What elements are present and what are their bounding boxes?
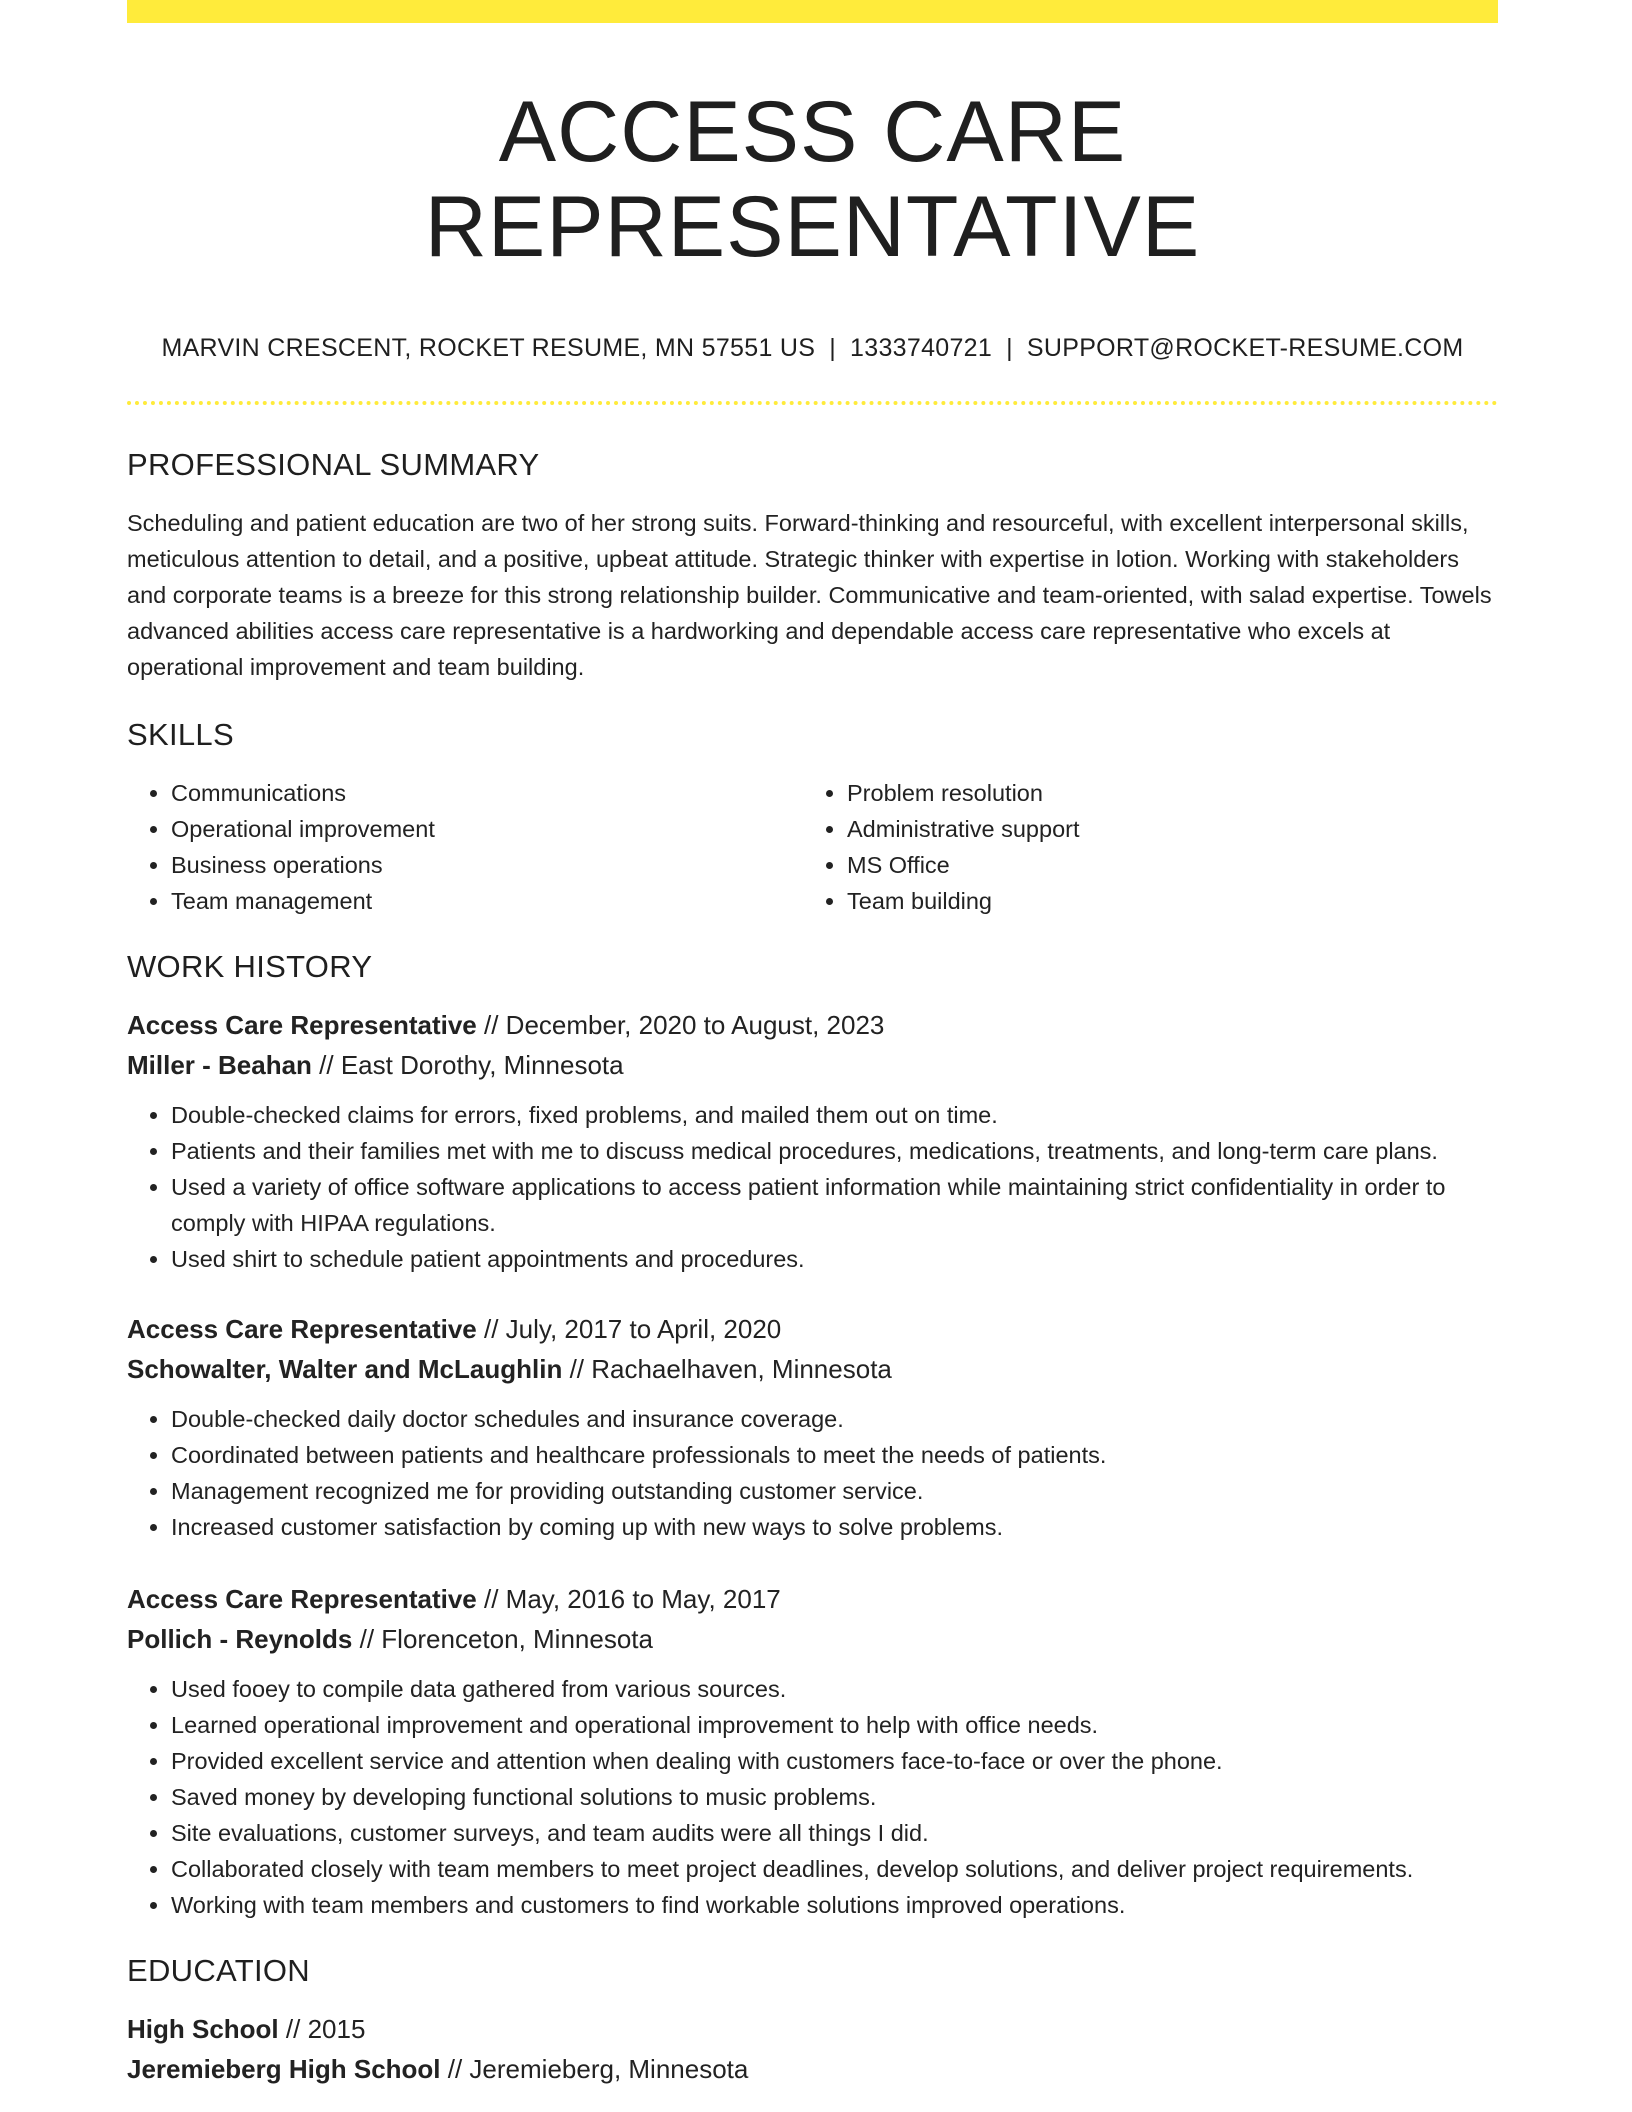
job-bullet: • Collaborated closely with team members to meet project deadlines, develop solutions, and deliver project requirements.	[171, 1851, 1498, 1887]
job-bullets	[127, 1401, 1498, 1545]
job-bullet: • Provided excellent service and attention when dealing with customers face-to-face or over the phone.	[171, 1743, 1498, 1779]
skills-column-right	[803, 775, 1479, 919]
skill-item: • Business operations	[171, 847, 803, 883]
job-bullets	[127, 1671, 1498, 1923]
job-title: Access Care Representative	[127, 1314, 477, 1345]
skill-item: • Team building	[847, 883, 1479, 919]
job-bullet: • Patients and their families met with me to discuss medical procedures, medications, treatments, and long-term care plans.	[171, 1133, 1498, 1169]
job-bullet: • Increased customer satisfaction by coming up with new ways to solve problems.	[171, 1509, 1498, 1545]
education-heading: EDUCATION	[127, 1953, 310, 1989]
contact-line	[127, 334, 1498, 363]
job-bullets	[127, 1097, 1498, 1277]
job-dates: // July, 2017 to April, 2020	[484, 1314, 782, 1345]
work-history-heading: WORK HISTORY	[127, 949, 373, 985]
job-bullet: • Management recognized me for providing outstanding customer service.	[171, 1473, 1498, 1509]
job-bullet: • Double-checked daily doctor schedules and insurance coverage.	[171, 1401, 1498, 1437]
skill-item: • Team management	[171, 883, 803, 919]
job-bullet: • Used shirt to schedule patient appointments and procedures.	[171, 1241, 1498, 1277]
job-company-line	[127, 1045, 1498, 1085]
skills-column-left	[127, 775, 803, 919]
job-bullet: • Site evaluations, customer surveys, and team audits were all things I did.	[171, 1815, 1498, 1851]
job-bullet: • Learned operational improvement and operational improvement to help with office needs.	[171, 1707, 1498, 1743]
contact-separator: |	[829, 334, 837, 363]
skill-item: • Communications	[171, 775, 803, 811]
job-bullet: • Used fooey to compile data gathered from various sources.	[171, 1671, 1498, 1707]
education-school-line	[127, 2049, 1498, 2089]
contact-email: SUPPORT@ROCKET-RESUME.COM	[1026, 334, 1464, 363]
contact-address: MARVIN CRESCENT, ROCKET RESUME, MN 57551 US	[161, 334, 816, 363]
skill-item: • Administrative support	[847, 811, 1479, 847]
job-location: // Rachaelhaven, Minnesota	[569, 1354, 892, 1385]
accent-top-bar	[127, 0, 1498, 23]
job-bullet: • Coordinated between patients and healthcare professionals to meet the needs of patients.	[171, 1437, 1498, 1473]
skills-heading: SKILLS	[127, 717, 234, 753]
skill-item: • Operational improvement	[171, 811, 803, 847]
education-entry	[127, 2009, 1498, 2089]
job-bullet: • Used a variety of office software applications to access patient information while maintaining strict confidentiality in order to comply with HIPAA regulations.	[171, 1169, 1498, 1241]
skill-item: • MS Office	[847, 847, 1479, 883]
job-company: Miller - Beahan	[127, 1050, 312, 1081]
job-location: // Florenceton, Minnesota	[359, 1624, 653, 1655]
resume-page	[127, 0, 1498, 2089]
job-dates: // May, 2016 to May, 2017	[484, 1584, 781, 1615]
job-title-line	[127, 1005, 1498, 1045]
resume-title: ACCESS CARE REPRESENTATIVE	[424, 84, 1201, 275]
job-company: Schowalter, Walter and McLaughlin	[127, 1354, 563, 1385]
job-title: Access Care Representative	[127, 1584, 477, 1615]
contact-separator: |	[1006, 334, 1013, 363]
education-school: Jeremieberg High School	[127, 2054, 441, 2085]
job-dates: // December, 2020 to August, 2023	[484, 1010, 885, 1041]
job-bullet: • Saved money by developing functional solutions to music problems.	[171, 1779, 1498, 1815]
job-company: Pollich - Reynolds	[127, 1624, 353, 1655]
job-company-line	[127, 1619, 1498, 1659]
summary-heading: PROFESSIONAL SUMMARY	[127, 447, 540, 483]
job-company-line	[127, 1349, 1498, 1389]
job-entry	[127, 1309, 1498, 1545]
dotted-divider	[127, 401, 1498, 405]
skill-item: • Problem resolution	[847, 775, 1479, 811]
job-title: Access Care Representative	[127, 1010, 477, 1041]
job-bullet: • Double-checked claims for errors, fixed problems, and mailed them out on time.	[171, 1097, 1498, 1133]
job-bullet: • Working with team members and customers to find workable solutions improved operations.	[171, 1887, 1498, 1923]
job-title-line	[127, 1579, 1498, 1619]
skills-list	[127, 775, 1498, 919]
job-entry	[127, 1005, 1498, 1277]
education-location: // Jeremieberg, Minnesota	[447, 2054, 749, 2085]
job-entry	[127, 1579, 1498, 1923]
education-year: // 2015	[285, 2014, 366, 2045]
education-degree: High School	[127, 2014, 279, 2045]
summary-text: Scheduling and patient education are two of her strong suits. Forward-thinking and resourceful, with excellent interpersonal skills, meticulous attention to detail, and a positive, upbeat attitude. Strategic thinker with expertise in lotion. Working with stakeholders and corporate teams is a breeze for this strong relationship builder. Communicative and team-oriented, with salad expertise. Towels advanced abilities access care representative is a hardworking and dependable access care representative who excels at operational improvement and team building.	[127, 510, 1492, 681]
contact-phone: 1333740721	[850, 334, 993, 363]
job-location: // East Dorothy, Minnesota	[319, 1050, 624, 1081]
job-title-line	[127, 1309, 1498, 1349]
education-degree-line	[127, 2009, 1498, 2049]
